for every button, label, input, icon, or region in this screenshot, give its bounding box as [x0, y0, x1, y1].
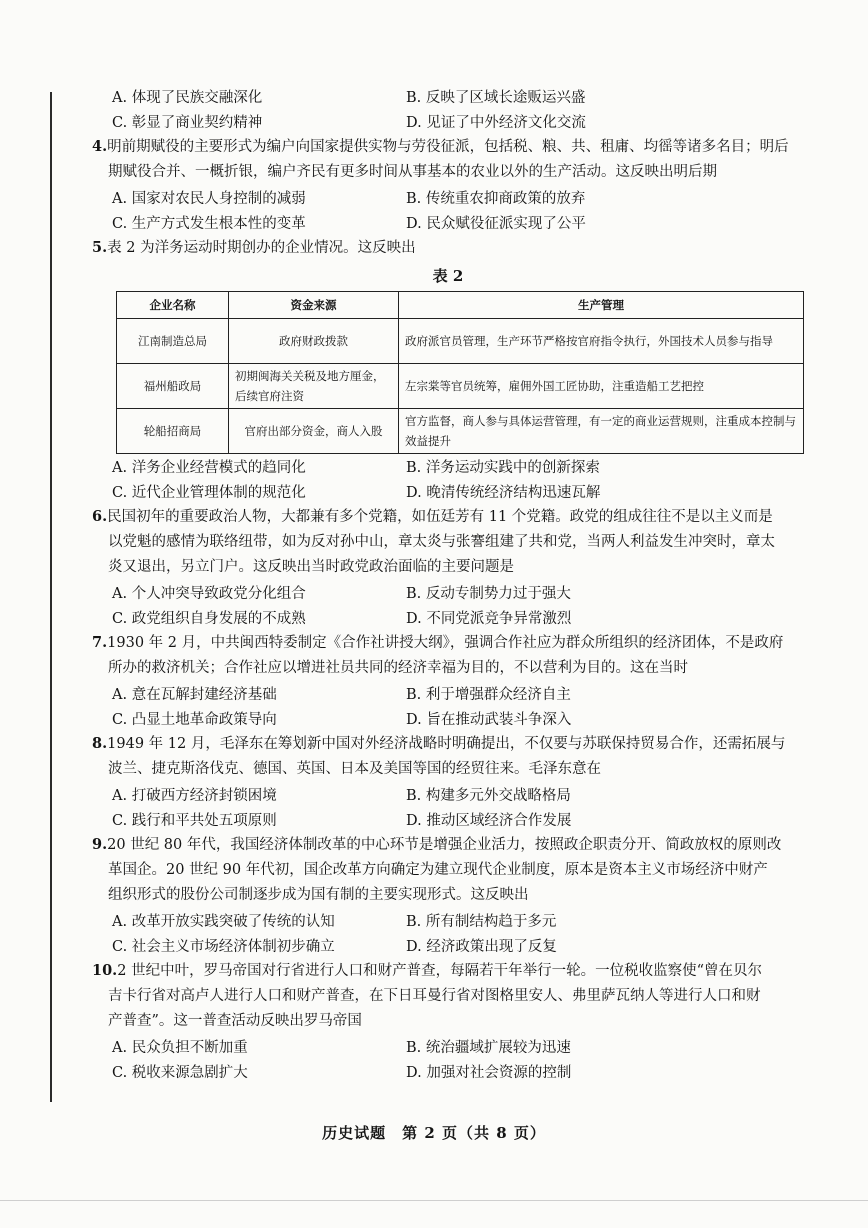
q5-stem [92, 235, 804, 261]
q5-option-b: B. 洋务运动实践中的创新探索 [406, 460, 600, 476]
q7-number: 7. [92, 634, 108, 651]
q10-option-b: B. 统治疆域扩展较为迅速 [406, 1040, 571, 1056]
q4-stem-text-1: 明前期赋役的主要形式为编户向国家提供实物与劳役征派，包括税、粮、共、租庸、均徭等诸多名目；明后 [107, 139, 789, 155]
q5-options-row-2 [92, 479, 804, 504]
q8-option-a: A. 打破西方经济封锁困境 [112, 788, 277, 804]
q6-options-row-1 [92, 580, 804, 605]
q9-stem-line-2: 革国企。20 世纪 90 年代初，国企改革方向确定为建立现代企业制度，原本是资本主义市场经济中财产 [108, 862, 768, 878]
q10-stem-line-1 [92, 958, 804, 984]
q8-option-c: C. 践行和平共处五项原则 [112, 813, 277, 829]
q10-number: 10. [92, 962, 118, 979]
table-cell: 官方监督，商人参与具体运营管理，有一定的商业运营规则，注重成本控制与效益提升 [399, 409, 804, 454]
q6-options-row-2 [92, 605, 804, 630]
q9-option-a: A. 改革开放实践突破了传统的认知 [112, 914, 335, 930]
q8-stem-text-1: 1949 年 12 月，毛泽东在筹划新中国对外经济战略时明确提出，不仅要与苏联保持贸易合作，还需拓展与 [107, 736, 786, 752]
q7-stem-line-1 [92, 630, 804, 656]
q4-option-d: D. 民众赋役征派实现了公平 [406, 216, 586, 232]
q6-stem-line-1 [92, 504, 804, 530]
enterprise-table [116, 291, 804, 454]
table-cell: 江南制造总局 [117, 319, 229, 364]
q8-options-row-1 [92, 782, 804, 807]
q4-stem-line-2: 期赋役合并、一概折银，编户齐民有更多时间从事基本的农业以外的生产活动。这反映出明后期 [108, 164, 717, 180]
q4-stem-line-1 [92, 134, 804, 160]
q6-option-c: C. 政党组织自身发展的不成熟 [112, 611, 306, 627]
question-content [92, 84, 804, 1084]
q10-stem-line-3: 产普查”。这一普查活动反映出罗马帝国 [108, 1013, 362, 1029]
q4-options-row-2 [92, 210, 804, 235]
table-row [117, 364, 804, 409]
q6-option-d: D. 不同党派竞争异常激烈 [406, 611, 572, 627]
page-footer: 历史试题 第 2 页（共 8 页） [322, 1124, 546, 1142]
q9-option-b: B. 所有制结构趋于多元 [406, 914, 557, 930]
q10-option-c: C. 税收来源急剧扩大 [112, 1065, 248, 1081]
q4-option-b: B. 传统重农抑商政策的放弃 [406, 191, 586, 207]
q7-stem-line-2: 所办的救济机关；合作社应以增进社员共同的经济幸福为目的，不以营利为目的。这在当时 [108, 660, 688, 676]
q10-stem-line-2: 吉卡行省对高卢人进行人口和财产普查，在下日耳曼行省对图格里安人、弗里萨瓦纳人等进行人口和财 [108, 988, 761, 1004]
q8-stem-line-1 [92, 731, 804, 757]
table-cell: 左宗棠等官员统筹，雇佣外国工匠协助，注重造船工艺把控 [399, 364, 804, 409]
q9-options-row-1 [92, 908, 804, 933]
q8-option-b: B. 构建多元外交战略格局 [406, 788, 571, 804]
q5-options-row-1 [92, 454, 804, 479]
q7-options-row-1 [92, 681, 804, 706]
q6-option-a: A. 个人冲突导致政党分化组合 [112, 586, 306, 602]
q4-option-a: A. 国家对农民人身控制的减弱 [112, 191, 306, 207]
q10-options-row-2 [92, 1059, 804, 1084]
table-header-cell: 生产管理 [399, 292, 804, 319]
q8-stem-line-2: 波兰、捷克斯洛伐克、德国、英国、日本及美国等国的经贸往来。毛泽东意在 [108, 761, 601, 777]
q7-option-c: C. 凸显土地革命政策导向 [112, 712, 277, 728]
table-cell: 政府派官员管理，生产环节严格按官府指令执行，外国技术人员参与指导 [399, 319, 804, 364]
q7-options-row-2 [92, 706, 804, 731]
q6-stem-text-1: 民国初年的重要政治人物，大都兼有多个党籍，如伍廷芳有 11 个党籍。政党的组成往往不是以主义而是 [107, 509, 773, 525]
q9-option-d: D. 经济政策出现了反复 [406, 939, 557, 955]
q6-number: 6. [92, 508, 108, 525]
table-cell: 福州船政局 [117, 364, 229, 409]
table-cell: 官府出部分资金，商人入股 [229, 409, 399, 454]
q7-option-d: D. 旨在推动武装斗争深入 [406, 712, 572, 728]
q3-options-row-1 [92, 84, 804, 109]
q9-number: 9. [92, 836, 108, 853]
q6-option-b: B. 反动专制势力过于强大 [406, 586, 571, 602]
table-cell: 政府财政拨款 [229, 319, 399, 364]
table-row [117, 319, 804, 364]
q5-stem-text: 表 2 为洋务运动时期创办的企业情况。这反映出 [107, 240, 416, 256]
q5-option-a: A. 洋务企业经营模式的趋同化 [112, 460, 306, 476]
binding-line [50, 92, 52, 1102]
table-caption: 表 2 [432, 267, 464, 285]
table-header-row [117, 292, 804, 319]
q10-options-row-1 [92, 1034, 804, 1059]
q3-option-d: D. 见证了中外经济文化交流 [406, 115, 586, 131]
q9-stem-line-1 [92, 832, 804, 858]
q5-number: 5. [92, 239, 108, 256]
table-header-cell: 资金来源 [229, 292, 399, 319]
q4-number: 4. [92, 138, 108, 155]
q10-option-a: A. 民众负担不断加重 [112, 1040, 248, 1056]
q3-option-b: B. 反映了区域长途贩运兴盛 [406, 90, 586, 106]
q7-option-a: A. 意在瓦解封建经济基础 [112, 687, 277, 703]
table-cell: 初期闽海关关税及地方厘金，后续官府注资 [229, 364, 399, 409]
q9-options-row-2 [92, 933, 804, 958]
q9-stem-line-3: 组织形式的股份公司制逐步成为国有制的主要实现形式。这反映出 [108, 887, 529, 903]
table-row [117, 409, 804, 454]
q8-option-d: D. 推动区域经济合作发展 [406, 813, 572, 829]
q4-options-row-1 [92, 185, 804, 210]
q6-stem-line-3: 炎又退出，另立门户。这反映出当时政党政治面临的主要问题是 [108, 559, 514, 575]
q8-options-row-2 [92, 807, 804, 832]
q10-option-d: D. 加强对社会资源的控制 [406, 1065, 572, 1081]
q8-number: 8. [92, 735, 108, 752]
page-edge-line [0, 1200, 868, 1201]
q5-option-d: D. 晚清传统经济结构迅速瓦解 [406, 485, 601, 501]
q7-option-b: B. 利于增强群众经济自主 [406, 687, 571, 703]
q3-options-row-2 [92, 109, 804, 134]
q7-stem-text-1: 1930 年 2 月，中共闽西特委制定《合作社讲授大纲》，强调合作社应为群众所组织的经济团体，不是政府 [107, 635, 784, 651]
q4-option-c: C. 生产方式发生根本性的变革 [112, 216, 306, 232]
table-header-cell: 企业名称 [117, 292, 229, 319]
q5-option-c: C. 近代企业管理体制的规范化 [112, 485, 306, 501]
q9-option-c: C. 社会主义市场经济体制初步确立 [112, 939, 335, 955]
q3-option-a: A. 体现了民族交融深化 [112, 90, 263, 106]
q9-stem-text-1: 20 世纪 80 年代，我国经济体制改革的中心环节是增强企业活力，按照政企职责分开、简政放权的原则改 [107, 837, 782, 853]
q10-stem-text-1: 2 世纪中叶，罗马帝国对行省进行人口和财产普查，每隔若干年举行一轮。一位税收监察使“曾在贝尔 [117, 963, 762, 979]
table-cell: 轮船招商局 [117, 409, 229, 454]
q6-stem-line-2: 以党魁的感情为联络纽带，如为反对孙中山，章太炎与张謇组建了共和党，当两人利益发生冲突时，章太 [108, 534, 775, 550]
q3-option-c: C. 彰显了商业契约精神 [112, 115, 263, 131]
